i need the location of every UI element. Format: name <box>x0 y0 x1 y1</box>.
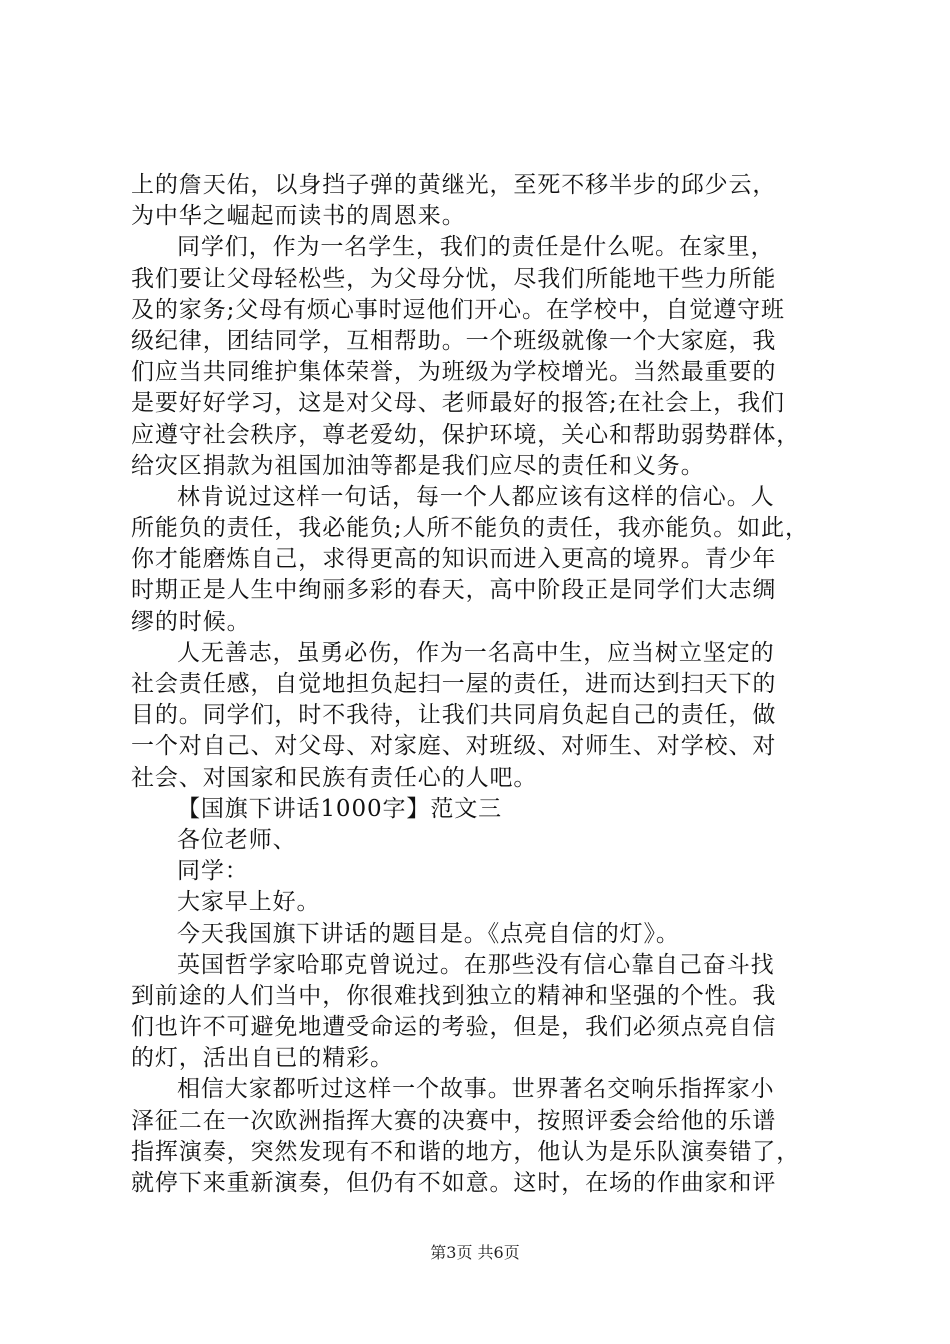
text-line: 们应当共同维护集体荣誉，为班级为学校增光。当然最重要的 <box>131 359 777 386</box>
text-line: 时期正是人生中绚丽多彩的春天，高中阶段正是同学们大志绸 <box>131 577 777 604</box>
text-line: 指挥演奏，突然发现有不和谐的地方，他认为是乐队演奏错了， <box>131 1138 801 1165</box>
paragraph-start-line: 相信大家都听过这样一个故事。世界著名交响乐指挥家小 <box>177 1076 775 1103</box>
salutation-line: 各位老师、 <box>177 826 297 853</box>
text-line: 泽征二在一次欧洲指挥大赛的决赛中，按照评委会给他的乐谱 <box>131 1107 777 1134</box>
text-line: 社会责任感，自觉地担负起扫一屋的责任，进而达到扫天下的 <box>131 671 777 697</box>
text-line: 我们要让父母轻松些，为父母分忧，尽我们所能地干些力所能 <box>131 265 777 292</box>
text-line: 到前途的人们当中，你很难找到独立的精神和坚强的个性。我 <box>131 982 777 1009</box>
page-footer <box>0 1243 950 1263</box>
text-line: 缪的时候。 <box>131 608 251 635</box>
text-line: 们也许不可避免地遭受命运的考验，但是，我们必须点亮自信 <box>131 1014 777 1041</box>
text-line: 你才能磨炼自己，求得更高的知识而进入更高的境界。青少年 <box>131 546 777 573</box>
text-line: 及的家务;父母有烦心事时逗他们开心。在学校中，自觉遵守班 <box>131 296 785 323</box>
text-line: 一个对自己、对父母、对家庭、对班级、对师生、对学校、对 <box>131 733 777 760</box>
body-text <box>131 170 831 1199</box>
text-line: 级纪律，团结同学，互相帮助。一个班级就像一个大家庭，我 <box>131 327 777 354</box>
text-line: 为中华之崛起而读书的周恩来。 <box>131 203 466 230</box>
page-number-label: 第3页 共6页 <box>430 1243 520 1262</box>
text-line: 给灾区捐款为祖国加油等都是我们应尽的责任和义务。 <box>131 452 705 479</box>
text-line: 的灯，活出自已的精彩。 <box>131 1045 394 1072</box>
text-line: 社会、对国家和民族有责任心的人吧。 <box>131 764 538 791</box>
salutation-line: 同学： <box>177 858 249 885</box>
paragraph-start-line: 人无善志，虽勇必伤，作为一名高中生，应当树立坚定的 <box>177 639 775 666</box>
text-line: 是要好好学习，这是对父母、老师最好的报答;在社会上，我们 <box>131 390 785 417</box>
text-line: 所能负的责任，我必能负;人所不能负的责任，我亦能负。如此， <box>131 515 809 542</box>
text-line: 就停下来重新演奏，但仍有不如意。这时，在场的作曲家和评 <box>131 1170 777 1196</box>
text-line: 应遵守社会秩序，尊老爱幼，保护环境，关心和帮助弱势群体， <box>131 421 801 448</box>
text-line: 目的。同学们，时不我待，让我们共同肩负起自己的责任，做 <box>131 702 777 729</box>
paragraph-start-line: 林肯说过这样一句话，每一个人都应该有这样的信心。人 <box>177 483 775 510</box>
paragraph-start-line: 今天我国旗下讲话的题目是。《点亮自信的灯》。 <box>177 920 680 947</box>
greeting-line: 大家早上好。 <box>177 889 321 916</box>
paragraph-start-line: 英国哲学家哈耶克曾说过。在那些没有信心靠自己奋斗找 <box>177 951 775 978</box>
section-heading: 【国旗下讲话1000字】范文三 <box>177 795 503 822</box>
paragraph-start-line: 同学们，作为一名学生，我们的责任是什么呢。在家里， <box>177 234 775 261</box>
text-line: 上的詹天佑，以身挡子弹的黄继光，至死不移半步的邱少云， <box>131 172 777 198</box>
